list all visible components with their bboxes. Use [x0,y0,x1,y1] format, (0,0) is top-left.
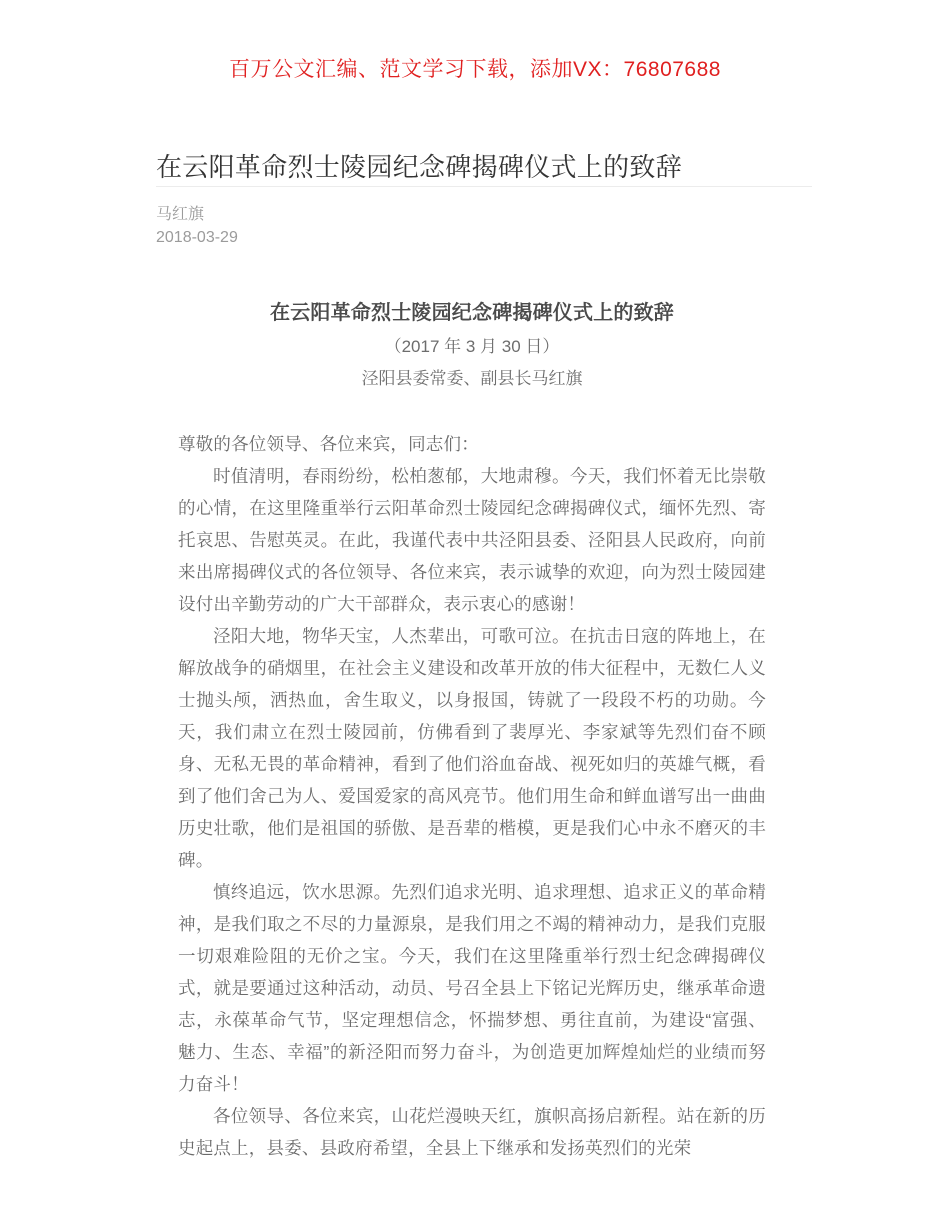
paragraph-4: 各位领导、各位来宾，山花烂漫映天红，旗帜高扬启新程。站在新的历史起点上，县委、县政府希望，全县上下继承和发扬英烈们的光荣 [178,1106,766,1158]
paragraph-2: 泾阳大地，物华天宝，人杰辈出，可歌可泣。在抗击日寇的阵地上，在解放战争的硝烟里，在社会主义建设和改革开放的伟大征程中，无数仁人义士抛头颅，洒热血，舍生取义，以身报国，铸就了一段段不朽的功勋。今天，我们肃立在烈士陵园前，仿佛看到了裴厚光、李家斌等先烈们奋不顾身、无私无畏的革命精神，看到了他们浴血奋战、视死如归的英雄气概，看到了他们舍己为人、爱国爱家的高风亮节。他们用生命和鲜血谱写出一曲曲历史壮歌，他们是祖国的骄傲、是吾辈的楷模，更是我们心中永不磨灭的丰碑。 [178,626,766,870]
page-title: 在云阳革命烈士陵园纪念碑揭碑仪式上的致辞 [156,152,683,183]
document-body [178,428,766,1164]
header-divider [156,186,812,187]
paragraph-1: 时值清明，春雨纷纷，松柏葱郁，大地肃穆。今天，我们怀着无比崇敬的心情，在这里隆重举行云阳革命烈士陵园纪念碑揭碑仪式，缅怀先烈、寄托哀思、告慰英灵。在此，我谨代表中共泾阳县委、泾阳县人民政府，向前来出席揭碑仪式的各位领导、各位来宾，表示诚挚的欢迎，向为烈士陵园建设付出辛勤劳动的广大干部群众，表示衷心的感谢！ [178,466,766,614]
document-content [178,298,766,1164]
promo-banner: 百万公文汇编、范文学习下载，添加VX：76807688 [229,58,721,81]
paragraph-salutation: 尊敬的各位领导、各位来宾，同志们： [178,434,479,454]
paragraph-3: 慎终追远，饮水思源。先烈们追求光明、追求理想、追求正义的革命精神，是我们取之不尽的力量源泉，是我们用之不竭的精神动力，是我们克服一切艰难险阻的无价之宝。今天，我们在这里隆重举行烈士纪念碑揭碑仪式，就是要通过这种活动，动员、号召全县上下铭记光辉历史，继承革命遗志，永葆革命气节，坚定理想信念，怀揣梦想、勇往直前，为建设“富强、魅力、生态、幸福”的新泾阳而努力奋斗，为创造更加辉煌灿烂的业绩而努力奋斗！ [178,882,766,1094]
article-author: 马红旗 [156,206,205,223]
document-heading: 在云阳革命烈士陵园纪念碑揭碑仪式上的致辞 [270,302,674,324]
document-byline: 泾阳县委常委、副县长马红旗 [361,369,583,388]
article-meta [156,203,238,249]
document-date-line: （2017 年 3 月 30 日） [384,337,560,356]
article-date: 2018-03-29 [156,229,238,246]
